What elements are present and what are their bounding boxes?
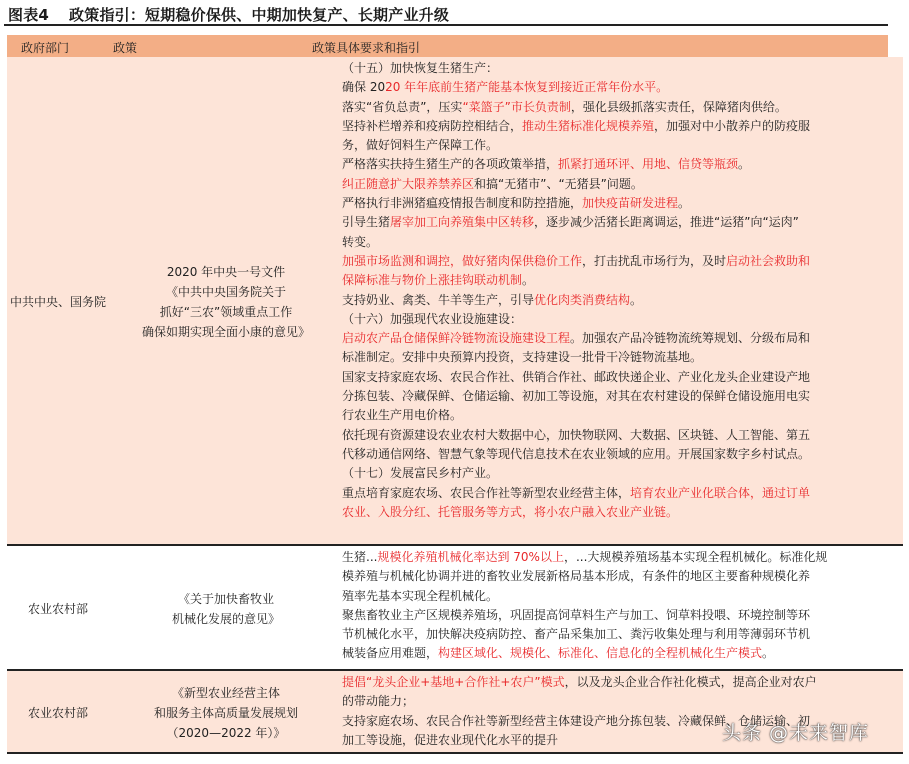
figure-title: [8, 4, 449, 24]
highlighted-text: 启动农产品仓储保鲜冷链物流设施建设工程: [342, 331, 571, 346]
text-segment: ，强化县级抓落实责任，保障猪肉供给。: [570, 99, 787, 114]
detail-line: [342, 155, 902, 174]
text-segment: 务，做好饲料生产保障工作。: [342, 138, 499, 153]
text-segment: 代移动通信网络、智慧气象等现代信息技术在农业领域的应用。开展国家数字乡村试点。: [342, 446, 811, 461]
detail-line: [342, 644, 902, 663]
text-segment: 聚焦畜牧业主产区规模养殖场，巩固提高饲草料生产与加工、饲草料投喂、环境控制等环: [342, 607, 811, 622]
detail-line: [342, 692, 902, 711]
highlighted-text: 纠正随意扩大限养禁养区: [342, 176, 475, 191]
text-segment: 。: [738, 157, 751, 172]
detail-line: [342, 78, 902, 97]
header-detail: 政策具体要求和指引: [312, 41, 421, 55]
detail-line: [342, 291, 902, 310]
text-segment: 严格落实扶持生猪生产的各项政策举措，: [342, 157, 559, 172]
cell-text-line: 确保如期实现全面小康的意见》: [141, 324, 310, 339]
detail-line: [342, 484, 902, 503]
highlighted-text: 推动生猪标准化规模养殖: [522, 118, 655, 133]
text-segment: 节机械化水平，加快解决疫病防控、畜产品采集加工、粪污收集处理与利用等薄弱环节机: [342, 627, 811, 642]
detail-cell: [342, 548, 902, 664]
highlighted-text: 启动社会救助和: [726, 253, 811, 268]
row-divider: [7, 752, 903, 754]
detail-line: [342, 567, 902, 586]
text-segment: （十五）加快恢复生猪生产：: [342, 61, 499, 75]
detail-line: [342, 426, 902, 445]
highlighted-text: 加强市场监测和调控，做好猪肉保供稳价工作: [342, 253, 583, 268]
detail-line: [342, 310, 902, 329]
highlighted-text: 构建区域化、规模化、标准化、信息化的全程机械化生产模式: [438, 646, 763, 661]
detail-line: [342, 387, 902, 406]
detail-line: [342, 98, 902, 117]
detail-line: [342, 175, 902, 194]
detail-line: [342, 445, 902, 464]
policy-cell: [117, 671, 335, 754]
dept-cell: [7, 57, 109, 546]
cell-text-line: 国务院: [70, 294, 107, 309]
watermark: 头条 @未来智库: [722, 722, 870, 744]
text-segment: 械装备应用难题，: [342, 646, 439, 661]
cell-text-line: （2020—2022 年）》: [166, 725, 286, 740]
text-segment: 殖率先基本实现全程机械化。: [342, 588, 499, 603]
text-segment: 的带动能力；: [342, 694, 415, 709]
detail-line: [342, 136, 902, 155]
cell-text-line: 2020 年中央一号文件: [166, 264, 286, 279]
text-segment: 落实“省负总责”，压实: [342, 99, 463, 114]
text-segment: 重点培育家庭农场、农民合作社等新型农业经营主体，: [342, 485, 631, 500]
detail-line: [342, 252, 902, 271]
title-divider: [4, 24, 888, 26]
text-segment: 坚持补栏增养和疫病防控相结合，: [342, 118, 523, 133]
highlighted-text: “菜篮子”市长负责制: [462, 99, 571, 114]
detail-line: [342, 587, 902, 606]
highlighted-text: 屠宰加工向养殖集中区转移: [390, 215, 535, 230]
cell-text-line: 机械化发展的意见》: [171, 611, 280, 626]
cell-text-line: 农业农村部: [27, 705, 88, 720]
text-segment: 加工等设施，促进农业现代化水平的提升: [342, 732, 559, 747]
text-segment: 行农业生产用电价格。: [342, 408, 463, 423]
cell-text-line: 农业农村部: [27, 601, 88, 616]
text-segment: 标准制定。安排中央预算内投资，支持建设一批骨干冷链物流基地。: [342, 350, 703, 365]
text-segment: ，...大规模养殖场基本实现全程机械化。标准化规: [563, 550, 828, 564]
text-segment: 。: [762, 646, 775, 661]
detail-line: [342, 368, 902, 387]
highlighted-text: 保障标准与物价上涨挂钩联动机制: [342, 273, 523, 288]
detail-line: [342, 606, 902, 625]
cell-text-line: 《关于加快畜牧业: [177, 591, 274, 606]
text-segment: 。加强农产品冷链物流统筹规划、分级布局和: [570, 331, 811, 346]
highlighted-text: 优化肉类消费结构: [534, 292, 631, 307]
detail-line: [342, 194, 902, 213]
dept-cell: [7, 546, 109, 671]
text-segment: 。: [678, 196, 691, 211]
text-segment: 分拣包装、冷藏保鲜、仓储运输、初加工等设施，对其在农村建设的保鲜仓储设施用电实: [342, 389, 811, 404]
detail-line: [342, 548, 902, 567]
text-segment: ，逐步减少活猪长距离调运，推进“运猪”向“运肉”: [534, 215, 799, 230]
highlighted-text: 培育农业产业化联合体，通过订单: [630, 485, 811, 500]
table-row: [7, 546, 903, 671]
header-policy: 政策: [113, 41, 138, 55]
text-segment: 依托现有资源建设农业农村大数据中心，加快物联网、大数据、区块链、人工智能、第五: [342, 427, 811, 442]
detail-line: [342, 59, 902, 78]
text-segment: 。: [522, 273, 535, 288]
cell-text-line: 中共中央、: [9, 294, 70, 309]
detail-line: [342, 233, 902, 252]
cell-text-line: 《新型农业经营主体: [171, 685, 280, 700]
cell-text-line: 《中共中央国务院关于: [165, 284, 286, 299]
text-segment: 和搞“无猪市”、“无猪县”问题。: [474, 176, 643, 191]
table-header: [7, 35, 888, 57]
detail-line: [342, 503, 902, 522]
text-segment: ，加强对中小散养户的防疫服: [654, 118, 811, 133]
detail-cell: [342, 59, 902, 522]
text-segment: 严格执行非洲猪瘟疫情报告制度和防控措施，: [342, 196, 583, 211]
highlighted-text: 提倡“龙头企业+基地+合作社+农户”模式: [342, 675, 565, 689]
detail-line: [342, 464, 902, 483]
detail-line: [342, 348, 902, 367]
detail-line: [342, 406, 902, 425]
detail-line: [342, 271, 902, 290]
dept-cell: [7, 671, 109, 754]
detail-line: [342, 673, 902, 692]
table-row: [7, 57, 903, 546]
text-segment: 国家支持家庭农场、农民合作社、供销合作社、邮政快递企业、产业化龙头企业建设产地: [342, 369, 811, 384]
highlighted-text: 抓紧打通环评、用地、信贷等瓶颈: [558, 157, 739, 172]
cell-text-line: 和服务主体高质量发展规划: [153, 705, 298, 720]
detail-line: [342, 625, 902, 644]
detail-line: [342, 117, 902, 136]
highlighted-text: 20 年年底前生猪产能基本恢复到接近正常年份水平。: [385, 80, 669, 95]
text-segment: （十七）发展富民乡村产业。: [342, 466, 499, 481]
text-segment: ，打击扰乱市场行为，及时: [582, 253, 727, 268]
cell-text-line: 抓好“三农”领域重点工作: [159, 304, 293, 319]
text-segment: 模养殖与机械化协调并进的畜牧业发展新格局基本形成，有条件的地区主要畜种规模化养: [342, 569, 811, 584]
text-segment: ，以及龙头企业合作社化模式，提高企业对农户: [564, 675, 817, 689]
highlighted-text: 农业、入股分红、托管服务等方式，将小农户融入农业产业链。: [342, 504, 679, 519]
text-segment: 支持奶业、禽类、牛羊等生产，引导: [342, 292, 535, 307]
text-segment: 引导生猪: [342, 215, 391, 230]
header-dept: 政府部门: [21, 41, 70, 55]
text-segment: （十六）加强现代农业设施建设：: [342, 311, 523, 326]
highlighted-text: 规模化养殖机械化率达到 70%以上: [377, 550, 564, 564]
policy-cell: [117, 57, 335, 546]
figure-caption: 政策指引：短期稳价保供、中期加快复产、长期产业升级: [69, 5, 450, 24]
text-segment: 确保 20: [342, 80, 386, 95]
text-segment: 支持家庭农场、农民合作社等新型经营主体建设产地分拣包装、冷藏保鲜、仓储运输、初: [342, 713, 811, 728]
detail-line: [342, 213, 902, 232]
detail-line: [342, 329, 902, 348]
figure-number: 图表4: [8, 5, 50, 24]
text-segment: 转变。: [342, 234, 379, 249]
text-segment: 生猪...: [342, 550, 378, 564]
policy-cell: [117, 546, 335, 671]
text-segment: 。: [630, 292, 643, 307]
highlighted-text: 加快疫苗研发进程: [582, 196, 679, 211]
